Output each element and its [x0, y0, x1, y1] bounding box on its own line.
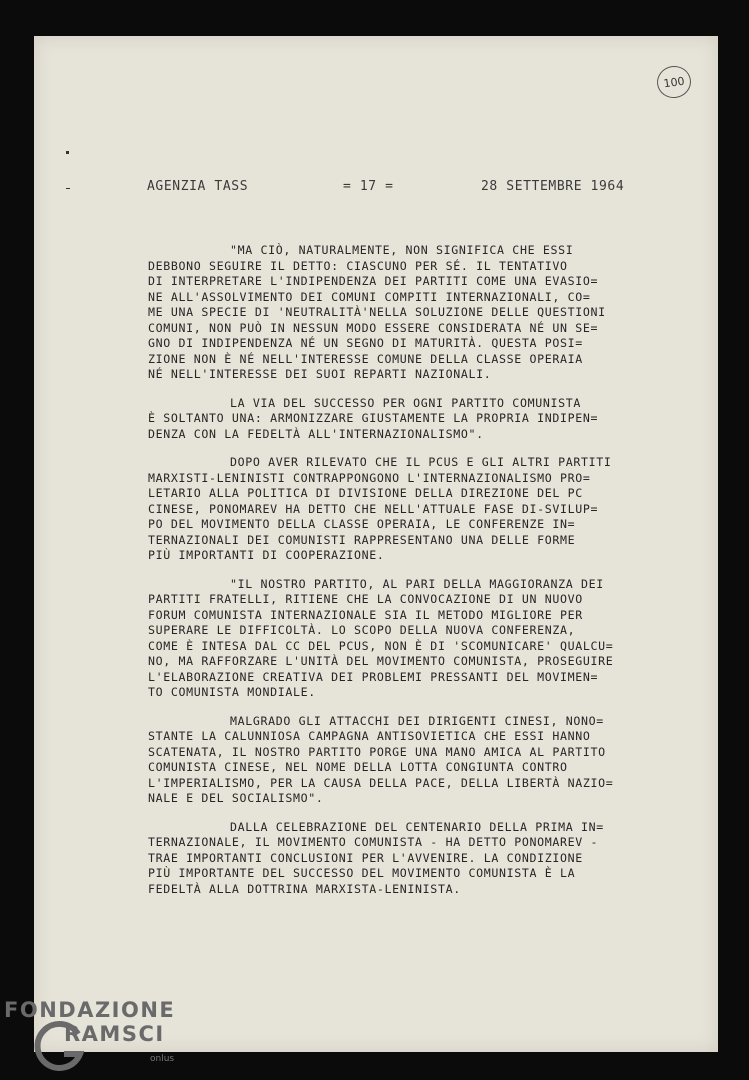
page-label: = 17 = [343, 179, 394, 194]
text-line: STANTE LA CALUNNIOSA CAMPAGNA ANTISOVIETICA CHE ESSI HANNO [148, 729, 591, 743]
text-line: NÉ NELL'INTERESSE DEI SUOI REPARTI NAZIONALI. [148, 367, 492, 381]
text-line: TO COMUNISTA MONDIALE. [148, 685, 316, 699]
document-header [147, 179, 627, 195]
text-line: DALLA CELEBRAZIONE DEL CENTENARIO DELLA PRIMA IN= [230, 819, 604, 834]
text-line: COMUNI, NON PUÒ IN NESSUN MODO ESSERE CONSIDERATA NÉ UN SE= [148, 320, 599, 335]
text-line: L'ELABORAZIONE CREATIVA DEI PROBLEMI PRESSANTI DEL MOVIMEN= [148, 669, 599, 684]
text-line: MALGRADO GLI ATTACCHI DEI DIRIGENTI CINESI, NONO= [230, 713, 604, 728]
text-line: L'IMPERIALISMO, PER LA CAUSA DELLA PACE, DELLA LIBERTÀ NAZIO= [148, 775, 614, 790]
text-line: PO DEL MOVIMENTO DELLA CLASSE OPERAIA, LE CONFERENZE IN= [148, 517, 576, 531]
text-line: COMUNISTA CINESE, NEL NOME DELLA LOTTA CONGIUNTA CONTRO [148, 760, 568, 774]
margin-tick [66, 188, 70, 189]
text-line: PARTITI FRATELLI, RITIENE CHE LA CONVOCAZIONE DI UN NUOVO [148, 592, 583, 606]
text-line: DEBBONO SEGUIRE IL DETTO: CIASCUNO PER SÉ. IL TENTATIVO [148, 258, 568, 273]
punch-mark [66, 151, 69, 154]
watermark-suffix: onlus [150, 1054, 175, 1064]
watermark-line2: RAMSCI [64, 1022, 165, 1046]
text-line: COME È INTESA DAL CC DEL PCUS, NON È DI 'SCOMUNICARE' QUALCU= [148, 638, 614, 653]
text-line: FORUM COMUNISTA INTERNAZIONALE SIA IL METODO MIGLIORE PER [148, 607, 583, 622]
text-line: MARXISTI-LENINISTI CONTRAPPONGONO L'INTERNAZIONALISMO PRO= [148, 470, 591, 485]
document-date: 28 SETTEMBRE 1964 [481, 179, 625, 194]
text-line: DI INTERPRETARE L'INDIPENDENZA DEI PARTITI COME UNA EVASIO= [148, 274, 599, 288]
text-line: NO, MA RAFFORZARE L'UNITÀ DEL MOVIMENTO COMUNISTA, PROSEGUIRE [148, 654, 614, 668]
text-line: TERNAZIONALI DEI COMUNISTI RAPPRESENTANO UNA DELLE FORME [148, 532, 576, 547]
fondazione-gramsci-watermark [4, 998, 204, 1072]
text-line: CINESE, PONOMAREV HA DETTO CHE NELL'ATTUALE FASE DI-SVILUP= [148, 501, 599, 516]
handwritten-page-number: 100 [655, 64, 693, 100]
text-line: FEDELTÀ ALLA DOTTRINA MARXISTA-LENINISTA. [148, 881, 461, 896]
paragraph [148, 396, 648, 443]
text-line: "MA CIÒ, NATURALMENTE, NON SIGNIFICA CHE ESSI [230, 243, 574, 257]
text-line: LETARIO ALLA POLITICA DI DIVISIONE DELLA DIREZIONE DEL PC [148, 486, 583, 500]
text-line: SCATENATA, IL NOSTRO PARTITO PORGE UNA MANO AMICA AL PARTITO [148, 744, 606, 759]
document-body [148, 243, 648, 910]
agency-name: AGENZIA TASS [147, 179, 249, 194]
paragraph [148, 714, 648, 807]
watermark-line1: FONDAZIONE [4, 998, 176, 1022]
text-line: SUPERARE LE DIFFICOLTÀ. LO SCOPO DELLA NUOVA CONFERENZA, [148, 623, 576, 637]
paragraph [148, 577, 648, 701]
text-line: DOPO AVER RILEVATO CHE IL PCUS E GLI ALTRI PARTITI [230, 455, 612, 469]
text-line: NE ALL'ASSOLVIMENTO DEI COMUNI COMPITI INTERNAZIONALI, CO= [148, 289, 591, 304]
text-line: GNO DI INDIPENDENZA NÉ UN SEGNO DI MATURITÀ. QUESTA POSI= [148, 336, 583, 350]
text-line: LA VIA DEL SUCCESSO PER OGNI PARTITO COMUNISTA [230, 395, 581, 410]
paragraph [148, 455, 648, 564]
text-line: PIÙ IMPORTANTE DEL SUCCESSO DEL MOVIMENTO COMUNISTA È LA [148, 866, 576, 880]
text-line: TERNAZIONALE, IL MOVIMENTO COMUNISTA - HA DETTO PONOMAREV - [148, 835, 599, 849]
paragraph [148, 820, 648, 898]
text-line: DENZA CON LA FEDELTÀ ALL'INTERNAZIONALISMO". [148, 426, 484, 441]
text-line: NALE E DEL SOCIALISMO". [148, 791, 324, 805]
text-line: È SOLTANTO UNA: ARMONIZZARE GIUSTAMENTE LA PROPRIA INDIPEN= [148, 411, 599, 425]
text-line: PIÙ IMPORTANTI DI COOPERAZIONE. [148, 548, 385, 562]
text-line: TRAE IMPORTANTI CONCLUSIONI PER L'AVVENIRE. LA CONDIZIONE [148, 850, 583, 865]
text-line: ZIONE NON È NÉ NELL'INTERESSE COMUNE DELLA CLASSE OPERAIA [148, 351, 583, 366]
text-line: ME UNA SPECIE DI 'NEUTRALITÀ'NELLA SOLUZIONE DELLE QUESTIONI [148, 305, 606, 319]
text-line: "IL NOSTRO PARTITO, AL PARI DELLA MAGGIORANZA DEI [230, 576, 604, 591]
paragraph [148, 243, 648, 383]
